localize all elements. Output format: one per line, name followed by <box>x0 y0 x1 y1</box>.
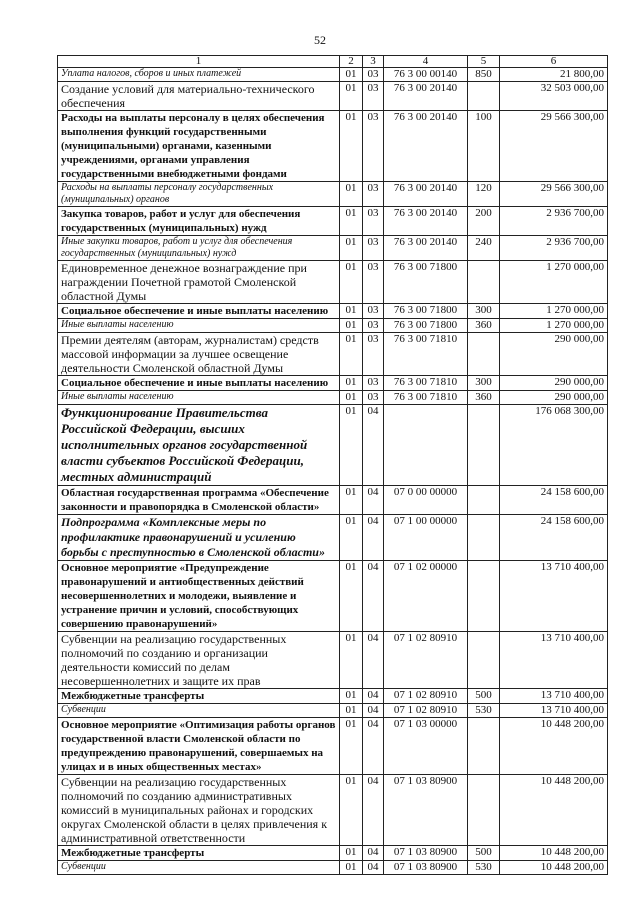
cell-name: Субвенции <box>58 861 340 875</box>
cell-subsection: 03 <box>363 111 384 182</box>
cell-amount: 2 936 700,00 <box>500 207 608 236</box>
cell-subsection: 04 <box>363 861 384 875</box>
cell-name: Уплата налогов, сборов и иных платежей <box>58 68 340 82</box>
cell-expense-type <box>468 333 500 376</box>
cell-target-article: 76 3 00 20140 <box>384 207 468 236</box>
cell-name: Создание условий для материально-технического обеспечения <box>58 82 340 111</box>
cell-expense-type <box>468 261 500 304</box>
header-col-4: 4 <box>384 56 468 68</box>
table-body <box>58 68 608 875</box>
cell-name: Иные выплаты населению <box>58 391 340 405</box>
cell-expense-type: 100 <box>468 111 500 182</box>
cell-amount: 2 936 700,00 <box>500 236 608 261</box>
table-row <box>58 261 608 304</box>
cell-expense-type: 500 <box>468 689 500 704</box>
cell-expense-type <box>468 775 500 846</box>
cell-target-article: 07 1 02 80910 <box>384 632 468 689</box>
cell-section: 01 <box>340 515 363 561</box>
cell-section: 01 <box>340 333 363 376</box>
cell-amount: 290 000,00 <box>500 333 608 376</box>
cell-expense-type <box>468 515 500 561</box>
cell-section: 01 <box>340 304 363 319</box>
cell-amount: 1 270 000,00 <box>500 319 608 333</box>
cell-name: Межбюджетные трансферты <box>58 846 340 861</box>
cell-expense-type: 300 <box>468 304 500 319</box>
cell-target-article: 07 1 02 80910 <box>384 704 468 718</box>
table-row <box>58 207 608 236</box>
cell-name: Расходы на выплаты персоналу государственных (муниципальных) органов <box>58 182 340 207</box>
table-row <box>58 182 608 207</box>
cell-expense-type: 300 <box>468 376 500 391</box>
cell-section: 01 <box>340 775 363 846</box>
cell-target-article: 76 3 00 71810 <box>384 376 468 391</box>
table-row <box>58 515 608 561</box>
cell-subsection: 03 <box>363 391 384 405</box>
cell-amount: 290 000,00 <box>500 376 608 391</box>
table-row <box>58 561 608 632</box>
cell-amount: 176 068 300,00 <box>500 405 608 486</box>
cell-name: Единовременное денежное вознаграждение при награждении Почетной грамотой Смоленской областной Думы <box>58 261 340 304</box>
cell-amount: 1 270 000,00 <box>500 304 608 319</box>
cell-subsection: 03 <box>363 68 384 82</box>
cell-expense-type: 200 <box>468 207 500 236</box>
cell-section: 01 <box>340 689 363 704</box>
cell-amount: 290 000,00 <box>500 391 608 405</box>
cell-name: Основное мероприятие «Предупреждение правонарушений и антиобщественных действий несовершеннолетних и молодежи, выявление и устранение причин и условий, способствующих совершению правонарушений» <box>58 561 340 632</box>
cell-name: Подпрограмма «Комплексные меры по профилактике правонарушений и усилению борьбы с преступностью в Смоленской области» <box>58 515 340 561</box>
cell-target-article: 07 0 00 00000 <box>384 486 468 515</box>
table-row <box>58 236 608 261</box>
cell-subsection: 04 <box>363 515 384 561</box>
cell-subsection: 03 <box>363 82 384 111</box>
cell-target-article: 07 1 02 00000 <box>384 561 468 632</box>
cell-name: Социальное обеспечение и иные выплаты населению <box>58 304 340 319</box>
cell-amount: 29 566 300,00 <box>500 111 608 182</box>
cell-expense-type: 240 <box>468 236 500 261</box>
cell-amount: 10 448 200,00 <box>500 846 608 861</box>
table-row <box>58 704 608 718</box>
cell-section: 01 <box>340 182 363 207</box>
cell-amount: 13 710 400,00 <box>500 561 608 632</box>
cell-section: 01 <box>340 486 363 515</box>
cell-target-article: 76 3 00 20140 <box>384 236 468 261</box>
cell-section: 01 <box>340 236 363 261</box>
cell-name: Премии деятелям (авторам, журналистам) средств массовой информации за лучшее освещение деятельности Смоленской областной Думы <box>58 333 340 376</box>
cell-amount: 10 448 200,00 <box>500 718 608 775</box>
cell-target-article: 07 1 03 00000 <box>384 718 468 775</box>
cell-name: Расходы на выплаты персоналу в целях обеспечения выполнения функций государственными (муниципальными) органами, казенными учреждениями, органами управления государственными внебюджетными фондами <box>58 111 340 182</box>
cell-subsection: 03 <box>363 304 384 319</box>
header-col-6: 6 <box>500 56 608 68</box>
cell-expense-type <box>468 561 500 632</box>
cell-amount: 10 448 200,00 <box>500 775 608 846</box>
header-col-3: 3 <box>363 56 384 68</box>
cell-name: Субвенции на реализацию государственных полномочий по созданию административных комиссий в муниципальных районах и городских округах Смоленской области в целях привлечения к административной ответственности <box>58 775 340 846</box>
cell-subsection: 04 <box>363 775 384 846</box>
cell-subsection: 04 <box>363 704 384 718</box>
cell-expense-type <box>468 632 500 689</box>
cell-subsection: 04 <box>363 405 384 486</box>
cell-amount: 13 710 400,00 <box>500 689 608 704</box>
cell-subsection: 03 <box>363 376 384 391</box>
cell-target-article: 76 3 00 20140 <box>384 111 468 182</box>
cell-expense-type <box>468 486 500 515</box>
cell-subsection: 03 <box>363 319 384 333</box>
cell-target-article: 76 3 00 71810 <box>384 391 468 405</box>
table-row <box>58 319 608 333</box>
cell-expense-type: 500 <box>468 846 500 861</box>
table-row <box>58 775 608 846</box>
cell-section: 01 <box>340 391 363 405</box>
cell-target-article: 76 3 00 71800 <box>384 261 468 304</box>
cell-target-article: 07 1 03 80900 <box>384 846 468 861</box>
cell-subsection: 03 <box>363 261 384 304</box>
table-row <box>58 486 608 515</box>
cell-name: Социальное обеспечение и иные выплаты населению <box>58 376 340 391</box>
table-row <box>58 846 608 861</box>
cell-name: Иные закупки товаров, работ и услуг для обеспечения государственных (муниципальных) нужд <box>58 236 340 261</box>
cell-section: 01 <box>340 718 363 775</box>
table-row <box>58 333 608 376</box>
cell-name: Субвенции на реализацию государственных полномочий по созданию и организации деятельности комиссий по делам несовершеннолетних и защите их прав <box>58 632 340 689</box>
cell-section: 01 <box>340 82 363 111</box>
cell-target-article: 07 1 02 80910 <box>384 689 468 704</box>
cell-subsection: 03 <box>363 236 384 261</box>
cell-amount: 29 566 300,00 <box>500 182 608 207</box>
cell-subsection: 04 <box>363 846 384 861</box>
cell-target-article: 76 3 00 71810 <box>384 333 468 376</box>
cell-subsection: 04 <box>363 632 384 689</box>
cell-amount: 10 448 200,00 <box>500 861 608 875</box>
table-row <box>58 111 608 182</box>
cell-name: Иные выплаты населению <box>58 319 340 333</box>
table-row <box>58 304 608 319</box>
table-row <box>58 405 608 486</box>
cell-name: Областная государственная программа «Обеспечение законности и правопорядка в Смоленской области» <box>58 486 340 515</box>
cell-section: 01 <box>340 846 363 861</box>
cell-subsection: 03 <box>363 182 384 207</box>
cell-section: 01 <box>340 861 363 875</box>
cell-expense-type: 530 <box>468 861 500 875</box>
cell-expense-type <box>468 718 500 775</box>
cell-name: Функционирование Правительства Российской Федерации, высших исполнительных органов государственной власти субъектов Российской Федерации, местных администраций <box>58 405 340 486</box>
cell-target-article: 76 3 00 00140 <box>384 68 468 82</box>
table-row <box>58 82 608 111</box>
cell-expense-type: 120 <box>468 182 500 207</box>
cell-expense-type: 850 <box>468 68 500 82</box>
cell-section: 01 <box>340 261 363 304</box>
header-col-2: 2 <box>340 56 363 68</box>
cell-expense-type <box>468 82 500 111</box>
cell-subsection: 03 <box>363 207 384 236</box>
cell-section: 01 <box>340 704 363 718</box>
cell-section: 01 <box>340 207 363 236</box>
table-row <box>58 68 608 82</box>
cell-amount: 13 710 400,00 <box>500 704 608 718</box>
cell-amount: 32 503 000,00 <box>500 82 608 111</box>
cell-target-article: 76 3 00 20140 <box>384 82 468 111</box>
table-row <box>58 689 608 704</box>
page-number: 52 <box>314 33 326 47</box>
cell-subsection: 04 <box>363 718 384 775</box>
cell-expense-type: 360 <box>468 391 500 405</box>
cell-section: 01 <box>340 111 363 182</box>
table-row <box>58 376 608 391</box>
table-row <box>58 718 608 775</box>
cell-target-article <box>384 405 468 486</box>
cell-expense-type <box>468 405 500 486</box>
cell-target-article: 76 3 00 71800 <box>384 319 468 333</box>
table-row <box>58 391 608 405</box>
cell-subsection: 04 <box>363 561 384 632</box>
table-row <box>58 632 608 689</box>
cell-expense-type: 360 <box>468 319 500 333</box>
cell-name: Основное мероприятие «Оптимизация работы органов государственной власти Смоленской области по предупреждению правонарушений, совершаемых на улицах и в иных общественных местах» <box>58 718 340 775</box>
cell-section: 01 <box>340 632 363 689</box>
cell-section: 01 <box>340 68 363 82</box>
budget-table <box>57 55 608 875</box>
cell-section: 01 <box>340 405 363 486</box>
cell-section: 01 <box>340 319 363 333</box>
cell-target-article: 76 3 00 20140 <box>384 182 468 207</box>
cell-target-article: 07 1 00 00000 <box>384 515 468 561</box>
cell-subsection: 04 <box>363 486 384 515</box>
cell-name: Субвенции <box>58 704 340 718</box>
cell-subsection: 03 <box>363 333 384 376</box>
cell-name: Закупка товаров, работ и услуг для обеспечения государственных (муниципальных) нужд <box>58 207 340 236</box>
cell-amount: 24 158 600,00 <box>500 486 608 515</box>
cell-amount: 1 270 000,00 <box>500 261 608 304</box>
cell-amount: 24 158 600,00 <box>500 515 608 561</box>
cell-target-article: 07 1 03 80900 <box>384 775 468 846</box>
cell-target-article: 07 1 03 80900 <box>384 861 468 875</box>
header-row <box>58 56 608 68</box>
cell-target-article: 76 3 00 71800 <box>384 304 468 319</box>
table-row <box>58 861 608 875</box>
header-col-1: 1 <box>58 56 340 68</box>
cell-amount: 21 800,00 <box>500 68 608 82</box>
cell-subsection: 04 <box>363 689 384 704</box>
cell-amount: 13 710 400,00 <box>500 632 608 689</box>
header-col-5: 5 <box>468 56 500 68</box>
cell-section: 01 <box>340 561 363 632</box>
cell-section: 01 <box>340 376 363 391</box>
cell-name: Межбюджетные трансферты <box>58 689 340 704</box>
cell-expense-type: 530 <box>468 704 500 718</box>
